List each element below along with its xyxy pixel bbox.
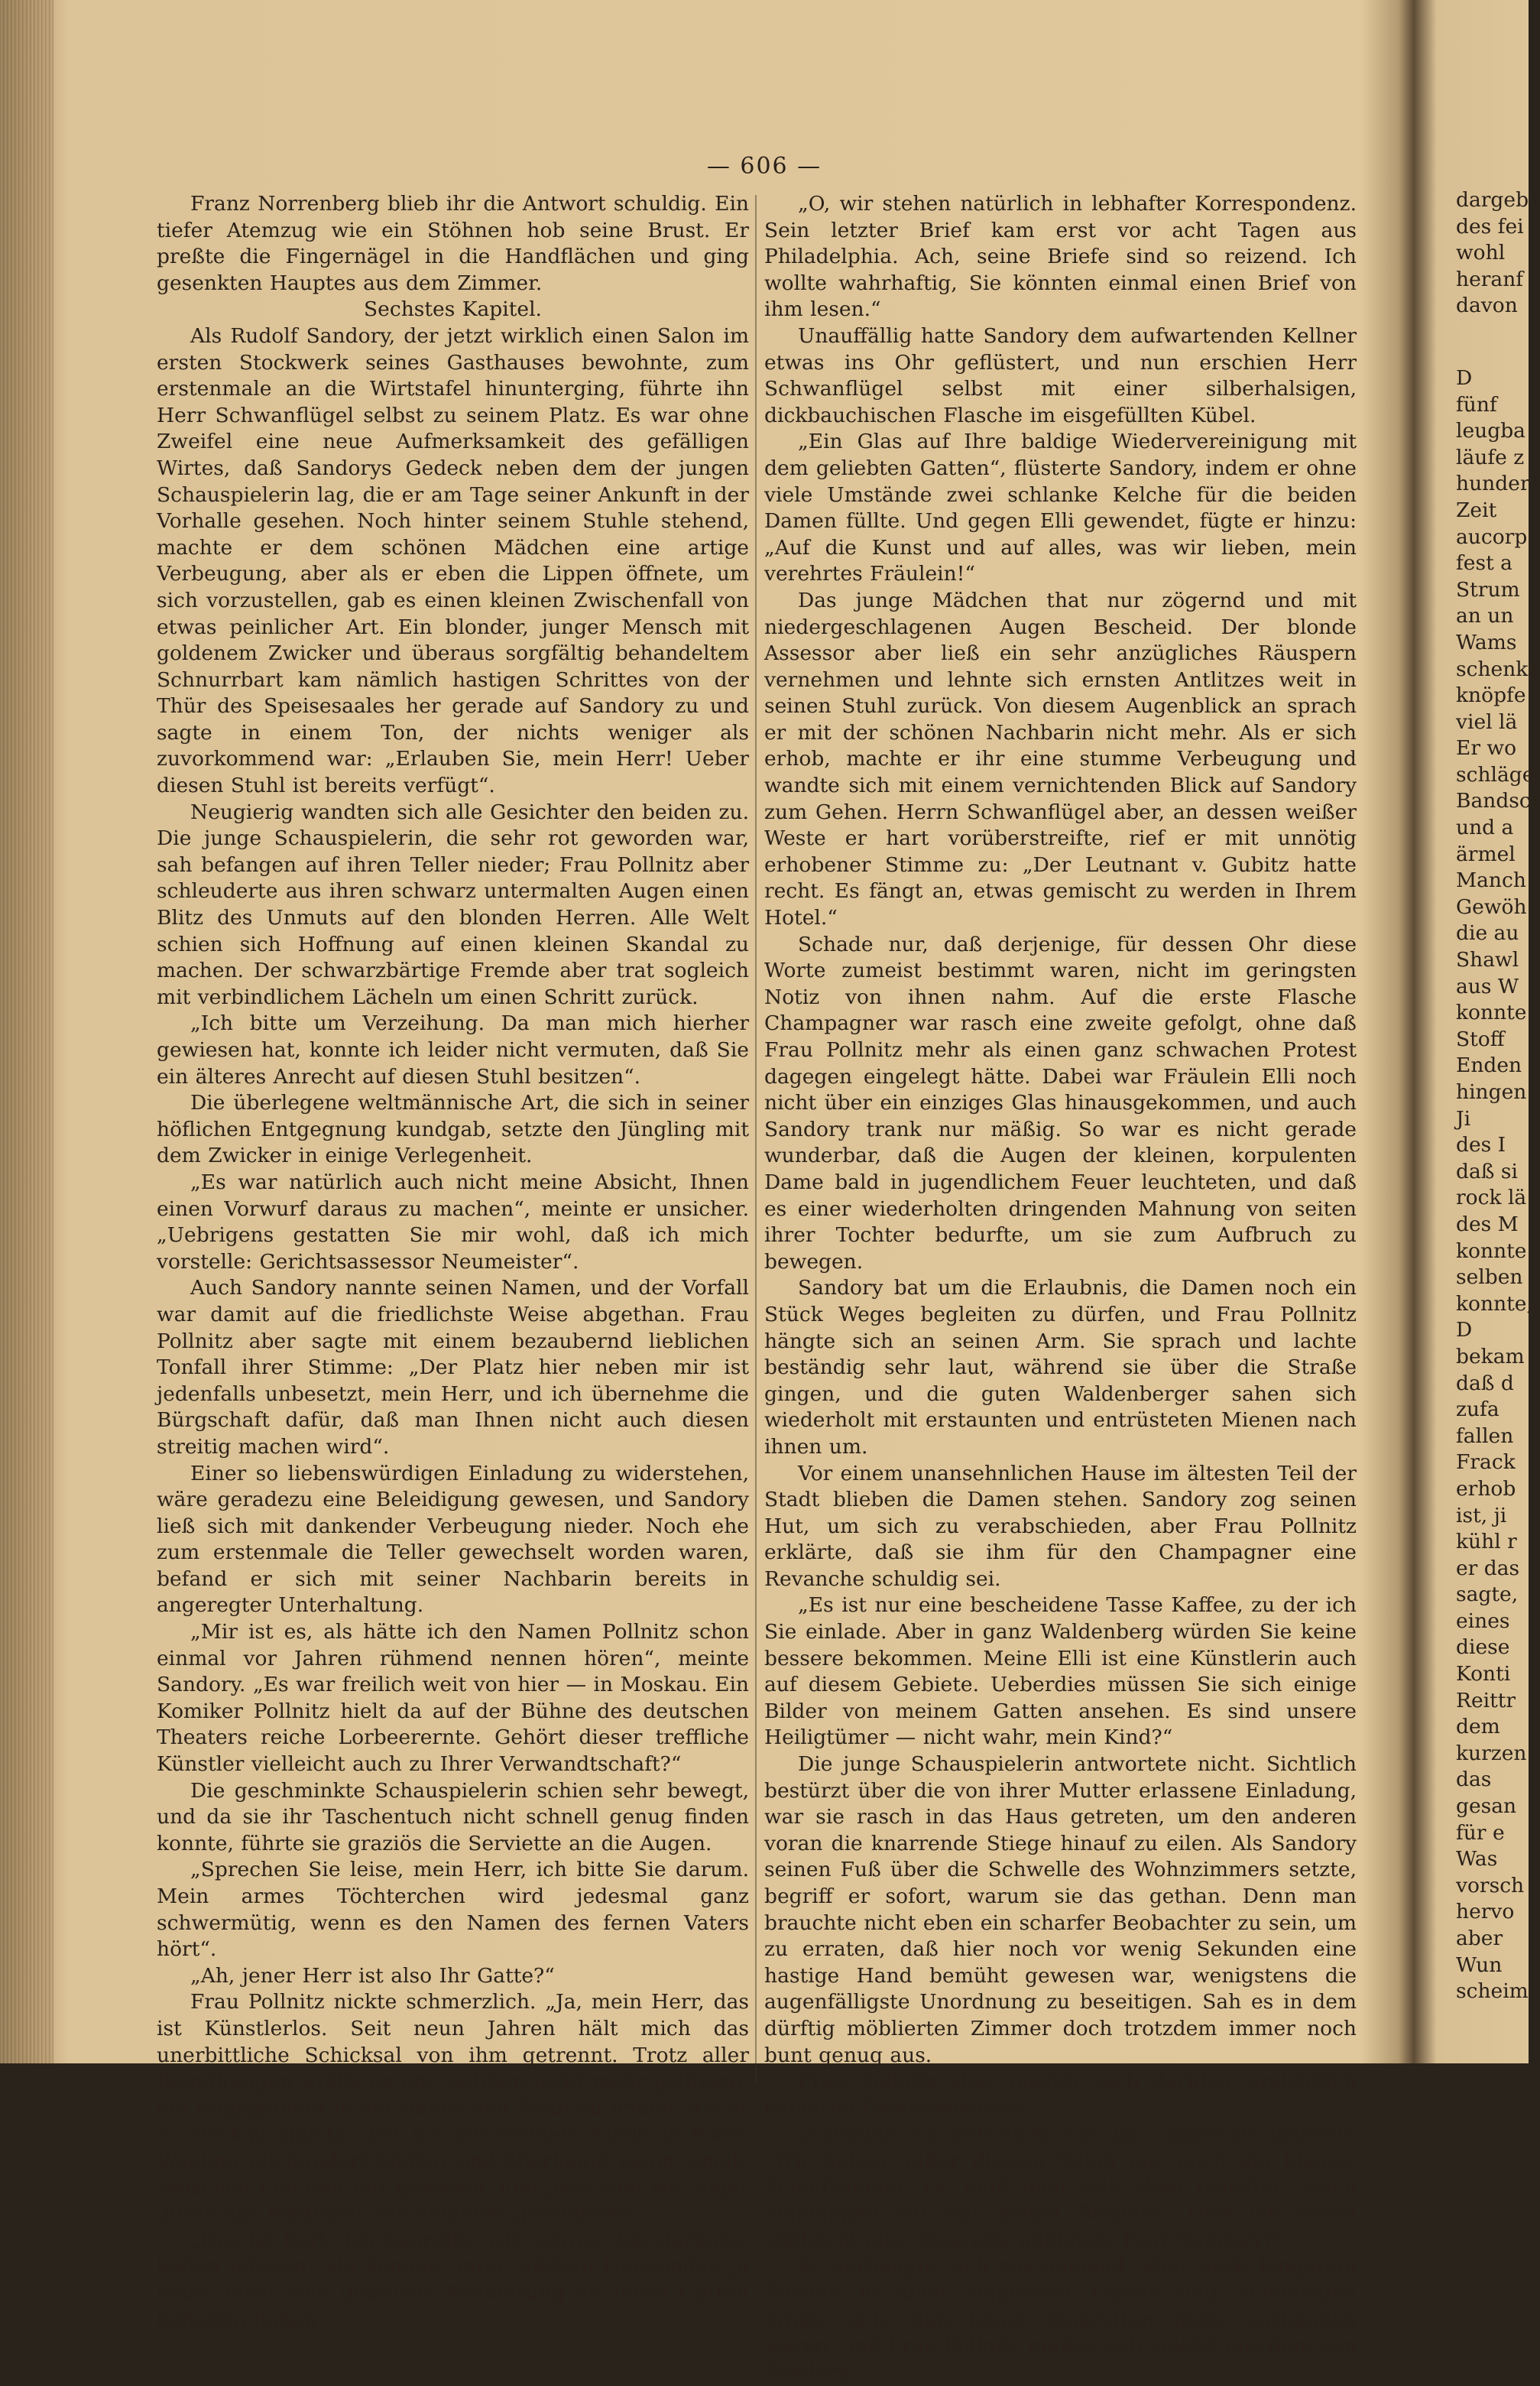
- fragment-line: Wun: [1456, 1953, 1503, 1977]
- paragraph: Sandory bat um die Erlaubnis, die Damen noch ein Stück Weges begleiten zu dürfen, und Frau Pollnitz hängte sich an seinen Arm. Sie sprach und lachte beständig sehr laut, während sie über die Straße gingen, und die guten Waldenberger sahen sich wiederholt mit erstaunten und entrüsteten Mienen nach ihnen um.: [764, 1276, 1357, 1459]
- fragment-line: an un: [1456, 604, 1514, 628]
- paragraph: Frau Pollnitz aber machte sich darüber ersichtlich keinerlei Gewissensbisse.: [764, 2069, 1357, 2120]
- next-page-fragment: [1456, 187, 1540, 2005]
- paragraph: Einer so liebenswürdigen Einladung zu widerstehen, wäre geradezu eine Beleidigung gewesen, und Sandory ließ sich mit dankender Verbeugung nieder. Noch ehe zum erstenmale die Teller gewechselt worden waren, befand er sich mit seiner Nachbarin bereits in angeregter Unterhaltung.: [157, 1461, 749, 1618]
- fragment-line: wohl: [1456, 241, 1506, 265]
- fragment-line: selben: [1456, 1265, 1523, 1290]
- fragment-line: daß d: [1456, 1371, 1514, 1395]
- fragment-line: eines: [1456, 1609, 1510, 1633]
- paragraph: „Es ist nur eine bescheidene Tasse Kaffee, zu der ich Sie einlade. Aber in ganz Waldenberg würden Sie keine bessere bekommen. Meine Elli ist eine Künstlerin auch auf diesem Gebiete. Ueberdies müssen Sie sich einige Bilder von meinem Gatten ansehen. Es sind unsere Heiligtümer — nicht wahr, mein Kind?“: [764, 1593, 1357, 1750]
- fragment-line: davon: [1456, 294, 1518, 318]
- fragment-line: heranf: [1456, 267, 1524, 291]
- left-column: [157, 191, 749, 2333]
- fragment-line: diese: [1456, 1635, 1510, 1660]
- fragment-line: leugba: [1456, 419, 1525, 443]
- fragment-line: Er wo: [1456, 736, 1517, 761]
- paragraph: Er verbeugte sich zustimmend, aber nach längerem Suchen in allen möglichen Kästen und Schubladen ergab sich, daß keine Zigaretten mehr vorhanden waren, und Frau Pollnitz mußte sich zuletzt aus dem von Sandory: [764, 2255, 1357, 2384]
- fragment-line: des fei: [1456, 214, 1524, 239]
- fragment-line: gesan: [1456, 1794, 1517, 1819]
- fragment-line: und a: [1456, 816, 1514, 840]
- fragment-line: dem: [1456, 1715, 1500, 1739]
- fragment-line: des M: [1456, 1212, 1519, 1236]
- fragment-line: kurzen: [1456, 1741, 1527, 1765]
- fragment-line: die au: [1456, 921, 1519, 946]
- fragment-line: konnte: [1456, 1001, 1527, 1025]
- fragment-group-lower: [1456, 1106, 1533, 2005]
- fragment-line: sagte,: [1456, 1583, 1519, 1607]
- fragment-line: aucorp: [1456, 524, 1528, 549]
- fragment-line: das: [1456, 1768, 1492, 1792]
- fragment-line: rock lä: [1456, 1186, 1527, 1210]
- fragment-line: Reittr: [1456, 1688, 1516, 1712]
- fragment-line: D: [1456, 365, 1473, 390]
- paragraph: „Das ist hart. Ich begreife, wie schwer Sie darunter leiden müssen. Sie können unter solchen Umständen ja kaum noch eine deutliche Erinnerung an Ihren Gatten behalten haben“.: [157, 2228, 749, 2332]
- fragment-line: Frack: [1456, 1450, 1516, 1475]
- fragment-group-top: [1456, 187, 1529, 320]
- paragraph: „Ich bitte um Verzeihung. Da man mich hierher gewiesen hat, konnte ich leider nicht vermuten, daß Sie ein älteres Anrecht auf diesen Stuhl besitzen“.: [157, 1011, 749, 1089]
- paragraph: „Sprechen Sie leise, mein Herr, ich bitte Sie darum. Mein armes Töchterchen wird jedesmal ganz schwermütig, wenn es den Namen des fernen Vaters hört“.: [157, 1858, 749, 1962]
- fragment-line: ist, ji: [1456, 1503, 1507, 1527]
- paragraph: „Es war natürlich auch nicht meine Absicht, Ihnen einen Vorwurf daraus zu machen“, meinte er unsicher. „Uebrigens gestatten Sie mir wohl, daß ich mich vorstelle: Gerichtsassessor Neumeister“.: [157, 1170, 749, 1274]
- paragraph: Unauffällig hatte Sandory dem aufwartenden Kellner etwas ins Ohr geflüstert, und nun erschien Herr Schwanflügel selbst mit einer silberhalsigen, dickbauchischen Flasche im eisgefüllten Kübel.: [764, 323, 1357, 427]
- fragment-line: aber: [1456, 1927, 1503, 1950]
- paragraph: Frau Pollnitz nickte schmerzlich. „Ja, mein Herr, das ist Künstlerlos. Seit neun Jahren hält mich das unerbittliche Schicksal von ihm getrennt. Trotz aller Bemühungen wollte es uns seitdem nicht mehr gelingen, ein Engagement in der nämlichen Stadt zu finden. Als er in Moskau spielte, war ich mit meinem Kinde in Wien. Weniger als hundert Meilen sind überhaupt kaum jemals zwischen ihm und mir gewesen, und jetzt sind wir sogar durch das Weltmeer von einander geschieden“.: [157, 1990, 749, 2226]
- fragment-gap: [1456, 320, 1529, 365]
- fragment-line: zufa: [1456, 1398, 1499, 1422]
- fragment-line: Ji: [1456, 1106, 1471, 1131]
- fragment-line: bekam: [1456, 1344, 1525, 1368]
- fragment-line: Zeit: [1456, 498, 1497, 522]
- fragment-line: hingen: [1456, 1080, 1527, 1104]
- column-divider: [755, 195, 757, 2083]
- fragment-line: des I: [1456, 1133, 1506, 1157]
- fragment-line: für e: [1456, 1820, 1505, 1845]
- fragment-line: daß si: [1456, 1159, 1518, 1183]
- fragment-line: erhob: [1456, 1476, 1516, 1501]
- paragraph: Die überlegene weltmännische Art, die sich in seiner höflichen Entgegnung kundgab, setzte den Jüngling mit dem Zwicker in einige Verlegenheit.: [157, 1091, 749, 1168]
- paragraph: Auch Sandory nannte seinen Namen, und der Vorfall war damit auf die friedlichste Weise abgethan. Frau Pollnitz aber sagte mit einem bezaubernd lieblichen Tonfall ihrer Stimme: „Der Platz hier neben mir ist jedenfalls unbesetzt, mein Herr, und ich übernehme die Bürgschaft dafür, daß man Ihnen nicht auch diesen streitig machen wird“.: [157, 1276, 749, 1459]
- fragment-line: fallen: [1456, 1423, 1514, 1448]
- fragment-line: kühl r: [1456, 1530, 1517, 1554]
- paragraph: Vor einem unansehnlichen Hause im ältesten Teil der Stadt blieben die Damen stehen. Sandory zog seinen Hut, um sich zu verabschieden, aber Frau Pollnitz erklärte, daß sie ihm für den Champagner eine Revanche schuldig sei.: [764, 1461, 1357, 1591]
- fragment-line: Was: [1456, 1847, 1498, 1871]
- fragment-line: Bandsc: [1456, 789, 1531, 813]
- paragraph: Die junge Schauspielerin antwortete nicht. Sichtlich bestürzt über die von ihrer Mutter erlassene Einladung, war sie rasch in das Haus getreten, um den anderen voran die knarrende Stiege hinauf zu eilen. Als Sandory seinen Fuß über die Schwelle des Wohnzimmers setzte, begriff er sofort, warum sie das gethan. Denn man brauchte nicht eben ein scharfer Beobachter zu sein, um zu erraten, daß hier noch vor wenig Sekunden eine hastige Hand bemüht gewesen war, wenigstens die augenfälligste Unordnung zu beseitigen. Sah es in dem dürftig möblierten Zimmer doch trotzdem immer noch bunt genug aus.: [764, 1752, 1357, 2067]
- page-number: — 606 —: [706, 153, 822, 180]
- paragraph: „Ah, jener Herr ist also Ihr Gatte?“: [190, 1963, 555, 1988]
- fragment-line: vorsch: [1456, 1873, 1525, 1897]
- fragment-line: D: [1456, 1318, 1473, 1342]
- fragment-line: hunder: [1456, 472, 1530, 496]
- fragment-line: Shawl: [1456, 948, 1519, 972]
- fragment-line: schläge: [1456, 762, 1535, 787]
- fragment-line: dargeb: [1456, 188, 1529, 212]
- fragment-line: Konti: [1456, 1662, 1511, 1686]
- fragment-line: läufe z: [1456, 445, 1525, 469]
- paragraph: Franz Norrenberg blieb ihr die Antwort schuldig. Ein tiefer Atemzug wie ein Stöhnen hob seine Brust. Er preßte die Fingernägel in die Handflächen und ging gesenkten Hauptes aus dem Zimmer.: [157, 192, 749, 295]
- fragment-line: fünf: [1456, 392, 1497, 417]
- paragraph: Das junge Mädchen that nur zögernd und mit niedergeschlagenen Augen Bescheid. Der blonde Assessor aber ließ ein sehr anzügliches Räuspern vernehmen und lehnte sich ernsten Antlitzes weit in seinen Stuhl zurück. Von diesem Augenblick an sprach er mit der schönen Nachbarin nicht mehr. Als er sich erhob, machte er ihr eine stumme Verbeugung und wandte sich mit einem vernichtenden Blick auf Sandory zum Gehen. Herrn Schwanflügel aber, an dessen weißer Weste er hart vorüberstreifte, rief er mit unnötig erhobener Stimme zu: „Der Leutnant v. Gubitz hatte recht. Es fängt an, etwas gemischt zu werden in Ihrem Hotel.“: [764, 588, 1357, 930]
- paragraph: „Schauen Sie sich nicht viel um“, sagte sie lachend. „Wir haben außer diesem Salon nur noch ein kleines Schlafzimmer. Da muß man sich eben behelfen. Auch empfangen wir nur selten Besuche. Darf ich Ihnen vielleicht eine Zigarette anbieten, Herr Sandory?“: [764, 2122, 1357, 2252]
- fragment-line: konnte,: [1456, 1291, 1533, 1316]
- paragraph: „O, wir stehen natürlich in lebhafter Korrespondenz. Sein letzter Brief kam erst vor acht Tagen aus Philadelphia. Ach, seine Briefe sind so reizend. Ich wollte wahrhaftig, Sie könnten einmal einen Brief von ihm lesen.“: [764, 192, 1357, 322]
- paragraph: Schade nur, daß derjenige, für dessen Ohr diese Worte zumeist bestimmt waren, nicht im geringsten Notiz von ihnen nahm. Auf die erste Flasche Champagner war rasch eine zweite gefolgt, ohne daß Frau Pollnitz mehr als einen ganz schwachen Protest dagegen eingelegt hätte. Dabei war Fräulein Elli noch nicht über ein einziges Glas hinausgekommen, und auch Sandory trank nur mäßig. So war es nicht gerade wunderbar, daß die Augen der kleinen, korpulenten Dame bald in jugendlichem Feuer leuchteten, und daß es einer wiederholten dringenden Mahnung von seiten ihrer Tochter bedurfte, um sie zum Aufbruch zu bewegen.: [764, 932, 1357, 1274]
- paragraph: Die geschminkte Schauspielerin schien sehr bewegt, und da sie ihr Taschentuch nicht schnell genug finden konnte, führte sie graziös die Serviette an die Augen.: [157, 1778, 749, 1855]
- fragment-line: Strum: [1456, 577, 1520, 602]
- fragment-line: konnte: [1456, 1238, 1527, 1263]
- fragment-line: knöpfe: [1456, 683, 1526, 708]
- fragment-line: Wams: [1456, 630, 1517, 654]
- fragment-line: Enden: [1456, 1053, 1522, 1078]
- right-column: [764, 191, 1357, 2386]
- chapter-heading: Sechstes Kapitel.: [364, 297, 542, 322]
- fragment-line: viel lä: [1456, 709, 1518, 734]
- paragraph: Als Rudolf Sandory, der jetzt wirklich einen Salon im ersten Stockwerk seines Gasthauses bewohnte, zum erstenmale an die Wirtstafel hinunterging, führte ihn Herr Schwanflügel selbst zu seinem Platz. Es war ohne Zweifel eine neue Aufmerksamkeit des gefälligen Wirtes, daß Sandorys Gedeck neben dem der jungen Schauspielerin lag, die er am Tage seiner Ankunft in der Vorhalle gesehen. Noch hinter seinem Stuhle stehend, machte er dem schönen Mädchen eine artige Verbeugung, aber als er eben die Lippen öffnete, um sich vorzustellen, gab es einen kleinen Zwischenfall von etwas peinlicher Art. Ein blonder, junger Mensch mit goldenem Zwicker und überaus sorgfältig behandeltem Schnurrbart kam nämlich hastigen Schrittes von der Thür des Speisesaales her gerade auf Sandory zu und sagte in einem Ton, der nichts weniger als zuvorkommend war: „Erlauben Sie, mein Herr! Ueber diesen Stuhl ist bereits verfügt“.: [157, 323, 749, 798]
- fragment-line: Manch: [1456, 868, 1526, 893]
- fragment-line: Gewöh: [1456, 894, 1527, 919]
- paragraph: „Ein Glas auf Ihre baldige Wiedervereinigung mit dem geliebten Gatten“, flüsterte Sandory, indem er ohne viele Umstände zwei schlanke Kelche für die beiden Damen füllte. Und gegen Elli gewendet, fügte er hinzu: „Auf die Kunst und auf alles, was wir lieben, mein verehrtes Fräulein!“: [764, 430, 1357, 586]
- fragment-line: Stoff: [1456, 1027, 1505, 1051]
- fragment-line: scheim: [1456, 1979, 1529, 2004]
- fragment-line: fest a: [1456, 551, 1512, 576]
- fragment-line: ärmel: [1456, 842, 1516, 866]
- paragraph: „Mir ist es, als hätte ich den Namen Pollnitz schon einmal vor Jahren rühmend nennen hören“, meinte Sandory. „Es war freilich weit von hier — in Moskau. Ein Komiker Pollnitz hielt da auf der Bühne des deutschen Theaters reiche Lorbeerernte. Gehört dieser treffliche Künstler vielleicht auch zu Ihrer Verwandtschaft?“: [157, 1620, 749, 1777]
- fragment-line: er das: [1456, 1556, 1520, 1580]
- fragment-line: aus W: [1456, 974, 1519, 998]
- fragment-line: schenke: [1456, 657, 1540, 681]
- fragment-line: hervo: [1456, 1900, 1515, 1924]
- fragment-group-middle: [1456, 365, 1540, 1106]
- page-edges: [0, 0, 53, 2063]
- paragraph: Neugierig wandten sich alle Gesichter den beiden zu. Die junge Schauspielerin, die sehr rot geworden war, sah befangen auf ihren Teller nieder; Frau Pollnitz aber schleuderte aus ihren schwarz untermalten Augen einen Blitz des Unmuts auf den blonden Herren. Alle Welt schien sich Hoffnung auf einen kleinen Skandal zu machen. Der schwarzbärtige Fremde aber trat sogleich mit verbindlichem Lächeln um einen Schritt zurück.: [157, 800, 749, 1009]
